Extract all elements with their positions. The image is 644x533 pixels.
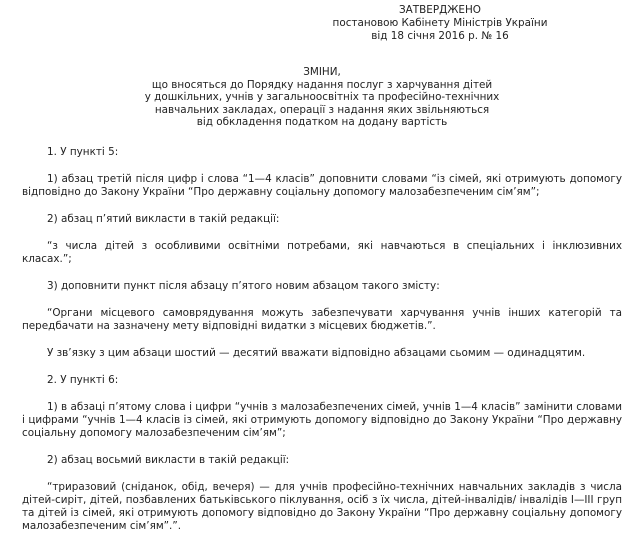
heading-line-4: від обкладення податком на додану вартість [196,116,448,128]
approval-date: від 18 січня 2016 р. № 16 [371,30,509,42]
heading-line-3: навчальних закладах, операції з надання яких звільняються [154,103,490,116]
paragraph-4: “з числа дітей з особливими освітніми потребами, які навчаються в спеціальних і інклюзивних класах.”; [22,240,622,265]
paragraph-8: 2. У пункті 6: [47,374,119,386]
paragraph-9: 1) в абзаці п’ятому слова і цифри “учнів з малозабезпечених сімей, учнів 1—4 класів” замінити словами і цифрами “учнів 1—4 класів із сімей, які отримують допомогу відповідно до Закону України “Про державну соціальну допомогу малозабезпеченим сім’ям”; [22,401,622,439]
document-heading [0,66,644,129]
approval-authority: постановою Кабінету Міністрів України [332,17,548,29]
paragraph-6: “Органи місцевого самоврядування можуть забезпечувати харчування учнів інших категорій та передбачати на зазначену мету відповідні видатки з місцевих бюджетів.”. [22,307,622,332]
heading-line-2: у дошкільних, учнів у загальноосвітніх та професійно-технічних [144,91,500,103]
paragraph-3: 2) абзац п’ятий викласти в такій редакції: [47,213,280,225]
document-body [22,146,622,533]
paragraph-10: 2) абзац восьмий викласти в такій редакції: [47,454,290,466]
heading-title: ЗМІНИ, [303,66,341,78]
paragraph-2: 1) абзац третій після цифр і слова “1—4 класів” доповнити словами “із сімей, які отримують допомогу відповідно до Закону України “Про державну соціальну допомогу малозабезпеченим сім’ям”; [22,173,622,198]
paragraph-11: “триразовий (сніданок, обід, вечеря) — для учнів професійно-технічних навчальних закладів з числа дітей-сиріт, дітей, позбавлених батьківського піклування, осіб з їх числа, дітей-інвалідів/ інвалідів I—III груп та дітей із сімей, які отримують допомогу відповідно до Закону України “Про державну соціальну допомогу малозабезпеченим сім’ям”.”. [22,481,622,532]
paragraph-1: 1. У пункті 5: [47,146,119,158]
paragraph-7: У зв’язку з цим абзаци шостий — десятий вважати відповідно абзацами сьомим — одинадцятим. [47,347,586,359]
approval-title: ЗАТВЕРДЖЕНО [399,4,481,16]
heading-line-1: що вносяться до Порядку надання послуг з харчування дітей [151,78,493,91]
approval-block [280,4,600,43]
paragraph-5: 3) доповнити пункт після абзацу п’ятого новим абзацом такого змісту: [47,280,440,292]
